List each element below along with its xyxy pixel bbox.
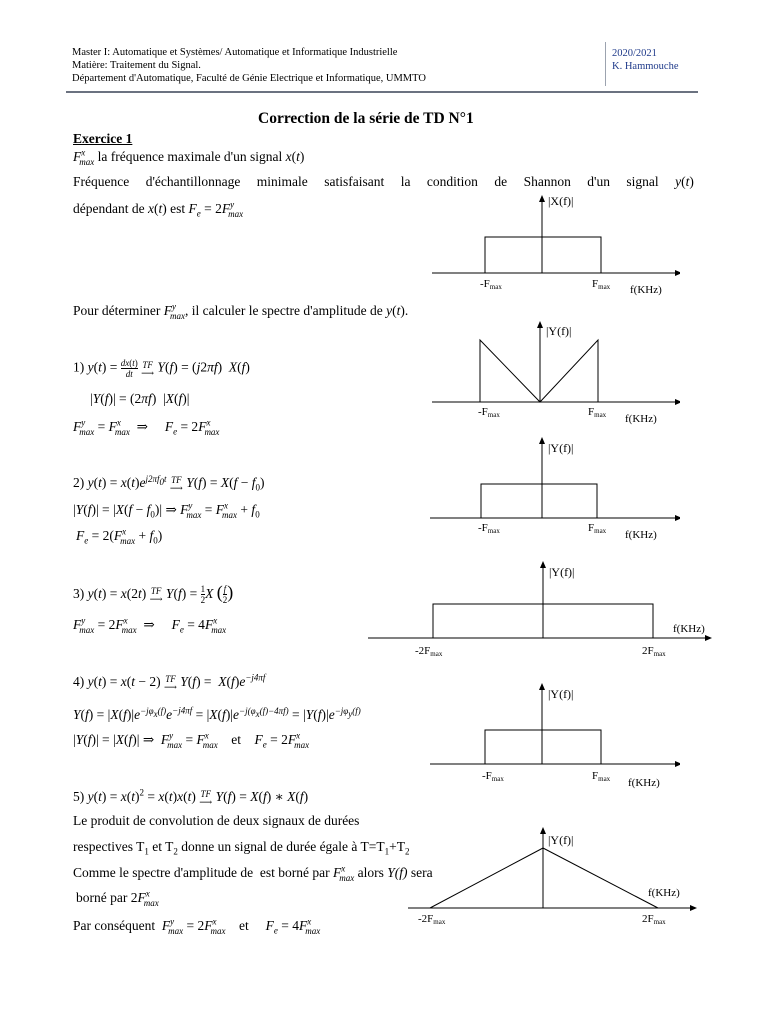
spectrum-y2-ylabel: |Y(f)| [548,441,574,455]
case1-line-2: |Y(f)| = (2πf) |X(f)| [90,391,190,406]
intro-line-1: $F^x_{max}$ la fréquence maximale d'un signal x(t) [73,147,305,167]
svg-text:-2Fmax: -2Fmax [415,645,443,658]
spectrum-y3-ylabel: |Y(f)| [549,565,575,579]
svg-text:-Fmax: -Fmax [480,278,502,291]
case5-line-5: borné par $2F^x_{max}$ [76,888,159,908]
svg-text:2Fmax: 2Fmax [642,913,666,926]
case2-line-3: $F_e = 2(F^x_{max} + f_0)$ [76,526,163,546]
header-line-1: Master I: Automatique et Systèmes/ Automatique et Informatique Industrielle [72,47,398,58]
header-year: 2020/2021 [612,48,657,59]
spectrum-y3-right-label: 2F [642,645,654,657]
case5-line-2: Le produit de convolution de deux signaux de durées [73,813,360,828]
header-line-3: Département d'Automatique, Faculté de Génie Electrique et Informatique, UMMTO [72,73,426,84]
spectrum-y2-right-label: F [588,522,595,534]
spectrum-y1-left-label: -F [478,406,488,418]
spectrum-x-xlabel: f(KHz) [630,284,662,296]
intro-line-1-text: la fréquence maximale d'un signal [97,149,283,164]
case5-line-6: Par conséquent $F^y_{max} = 2F^x_{max}$ et $F_e = 4F^x_{max}$ [73,916,321,936]
header-line-2: Matière: Traitement du Signal. [72,60,201,71]
case1-line-3: $F^y_{max} = F^x_{max}$ ⇒ $F_e = 2F^x_{max}$ [73,417,220,437]
case5-line-3: respectives $T_1$ et $T_2$ donne un signal de durée égale à $T=T_1+T_2$ [73,839,410,857]
svg-text:-Fmax: -Fmax [478,522,500,535]
spectrum-y5-ylabel: |Y(f)| [548,833,574,847]
exercise-heading: Exercice 1 [73,131,133,146]
spectrum-y3-figure [360,556,716,664]
case4-line-3: |Y(f)| = |X(f)| ⇒ $F^y_{max} = F^x_{max}$ et $F_e = 2F^x_{max}$ [73,730,310,750]
spectrum-y2-xlabel: f(KHz) [625,529,657,541]
spectrum-x-ylabel: |X(f)| [548,194,574,208]
svg-text:Fmax: Fmax [592,770,611,783]
svg-text:-Fmax: -Fmax [482,770,504,783]
svg-text:Fmax: Fmax [588,406,607,419]
intro-line-4: Pour déterminer $F^y_{max}$, il calculer le spectre d'amplitude de y(t). [73,301,409,321]
spectrum-y4-right-label: F [592,770,599,782]
case5-line-1: 5) $y(t) = x(t)^2 = x(t)x(t)$ TF ⟶ Y(f) = X(f) ∗ X(f) [73,787,309,807]
case3-line-1: 3) y(t) = x(2t) TF ⟶ Y(f) = 1 2 X ($\frac{f}{2}$ ) [73,582,234,606]
svg-text:-Fmax: -Fmax [478,406,500,419]
spectrum-x-right-label: F [592,278,599,290]
case2-line-1: 2) $y(t) = x(t)e^{j2\pi f_0t}$ TF ⟶ $Y(f) = X(f - f_0)$ [73,473,265,493]
case4-line-1: 4) y(t) = x(t − 2) TF ⟶ $Y(f) = X(f)e^{-j4\pi f}$ [73,672,266,692]
case2-line-2: $|Y(f)| = |X(f - f_0)|$ ⇒ $F^y_{max} = F^x_{max} + f_0$ [73,500,260,520]
case3-line-2: $F^y_{max} = 2F^x_{max}$ ⇒ $F_e = 4F^x_{max}$ [73,615,227,635]
spectrum-y3-left-label: -2F [415,645,431,657]
spectrum-y5-xlabel: f(KHz) [648,887,680,899]
spectrum-y2-figure [420,432,680,544]
case1-line-1: 1) y(t) = dx(t) dt TF ⟶ Y(f) = (j2πf) X(f) [73,358,250,379]
spectrum-y5-right-label: 2F [642,913,654,925]
header-divider [605,42,606,86]
spectrum-y4-ylabel: |Y(f)| [548,687,574,701]
svg-text:Fmax: Fmax [588,522,607,535]
svg-text:-2Fmax: -2Fmax [418,913,446,926]
intro-line-3: dépendant de x(t) est $F_e = 2F^y_{max}$ [73,199,244,219]
spectrum-y4-figure [420,678,680,790]
svg-text:Fmax: Fmax [592,278,611,291]
spectrum-y1-right-label: F [588,406,595,418]
page-title: Correction de la série de TD N°1 [258,110,474,127]
spectrum-y1-xlabel: f(KHz) [625,413,657,425]
intro-line-2: Fréquence d'échantillonnage minimale satisfaisant la condition de Shannon d'un signal y(t) [73,174,694,189]
spectrum-y3-xlabel: f(KHz) [673,623,705,635]
header-rule [66,91,698,93]
spectrum-y4-xlabel: f(KHz) [628,777,660,789]
spectrum-y5-figure [400,822,700,930]
svg-text:2Fmax: 2Fmax [642,645,666,658]
spectrum-x-left-label: -F [480,278,490,290]
header-author: K. Hammouche [612,61,679,72]
spectrum-y1-ylabel: |Y(f)| [546,324,572,338]
case5-line-4: Comme le spectre d'amplitude de est borné par $F^x_{max}$ alors Y(f) sera [73,863,433,883]
spectrum-x-figure [420,190,680,300]
case4-line-2: $Y(f) = |X(f)|e^{-j\varphi_x(f)}e^{-j4\pi f} = |X(f)|e^{-j(\varphi_x(f)-4\pi f)} = |Y(f)|e^{-j\varphi_y(f)}$ [73,705,361,722]
spectrum-y5-left-label: -2F [418,913,434,925]
spectrum-y2-left-label: -F [478,522,488,534]
spectrum-y1-figure [420,318,680,430]
spectrum-y4-left-label: -F [482,770,492,782]
